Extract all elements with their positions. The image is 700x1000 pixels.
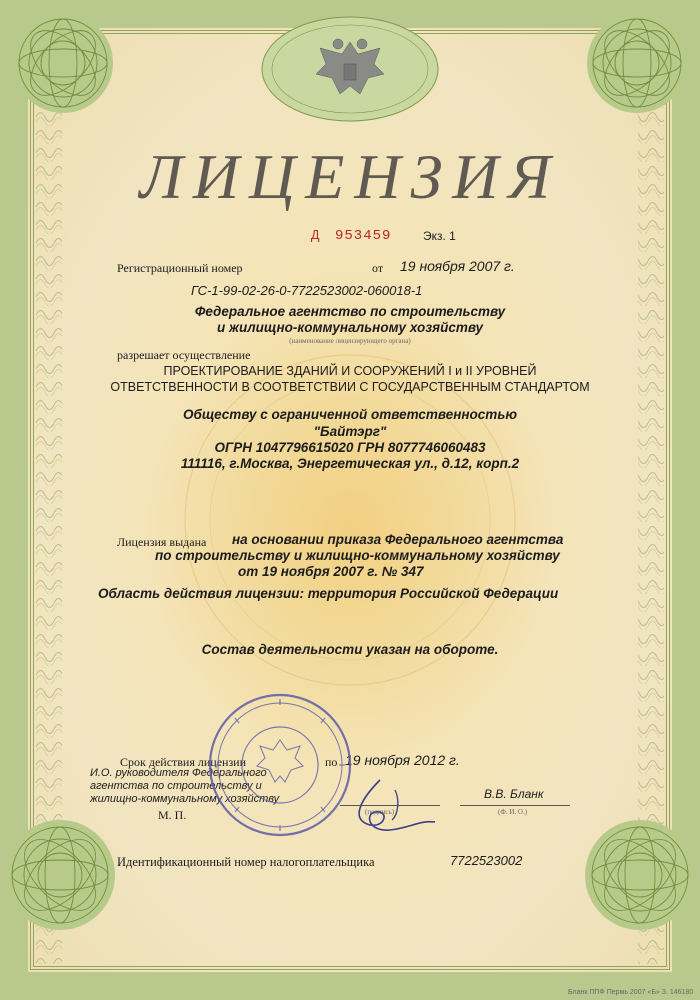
company-address: 111116, г.Москва, Энергетическая ул., д.12, корп.2 xyxy=(180,456,520,471)
printer-note: Бланк ППФ Пермь 2007 «Б» З. 146180 xyxy=(568,989,694,996)
from-label: от xyxy=(372,261,384,275)
inn-label: Идентификационный номер налогоплательщика xyxy=(117,855,375,869)
permits-label: разрешает осуществление xyxy=(117,348,251,362)
agency-caption: (наименование лицензирующего органа) xyxy=(289,337,411,345)
serial-series: Д xyxy=(311,228,320,244)
signature-caption: (подпись) xyxy=(365,808,395,816)
validity-to-label: по xyxy=(325,755,338,769)
serial-number: 953459 xyxy=(335,228,392,244)
issued-label: Лицензия выдана xyxy=(117,535,207,549)
signer-line-2: агентства по строительству и xyxy=(90,780,262,792)
round-seal-icon xyxy=(205,690,355,840)
activity-line-2: ОТВЕТСТВЕННОСТИ В СООТВЕТСТВИИ С ГОСУДАРСТВЕННЫМ СТАНДАРТОМ xyxy=(110,380,590,394)
issue-date: 19 ноября 2007 г. xyxy=(400,258,515,274)
signer-line-3: жилищно-коммунальному хозяйству xyxy=(90,793,280,805)
agency-line-2: и жилищно-коммунальному хозяйству xyxy=(217,320,483,335)
document-title: ЛИЦЕНЗИЯ xyxy=(139,141,561,212)
name-line xyxy=(460,805,570,806)
guilloche-rosette-icon xyxy=(580,815,700,935)
registration-number: ГС-1-99-02-26-0-7722523002-060018-1 xyxy=(191,283,423,298)
inn-value: 7722523002 xyxy=(450,853,523,868)
signer-name: В.В. Бланк xyxy=(484,787,544,801)
validity-label: Срок действия лицензии xyxy=(120,755,247,769)
company-line-1: Обществу с ограниченной ответственностью xyxy=(182,407,518,422)
guilloche-rosette-icon xyxy=(582,8,692,118)
signature-icon xyxy=(340,770,460,840)
company-registration: ОГРН 1047796615020 ГРН 8077746060483 xyxy=(214,440,486,455)
emblem-eagle-icon xyxy=(260,14,440,124)
basis-line-1: на основании приказа Федерального агентства xyxy=(232,532,564,547)
copy-label: Экз. 1 xyxy=(423,229,456,243)
signer-line-1: И.О. руководителя Федерального xyxy=(90,767,267,779)
company-name: "Байтэрг" xyxy=(313,424,387,439)
guilloche-rosette-icon xyxy=(8,8,118,118)
fio-caption: (Ф. И. О.) xyxy=(498,808,528,816)
composition-note: Состав деятельности указан на обороте. xyxy=(201,642,499,657)
validity-date: 19 ноября 2012 г. xyxy=(345,752,460,768)
basis-line-3: от 19 ноября 2007 г. № 347 xyxy=(238,564,424,579)
agency-line-1: Федеральное агентство по строительству xyxy=(194,304,506,319)
guilloche-rosette-icon xyxy=(0,815,120,935)
mp-label: М. П. xyxy=(158,808,187,822)
registration-label: Регистрационный номер xyxy=(117,261,243,275)
basis-line-2: по строительству и жилищно-коммунальному хозяйству xyxy=(155,548,560,563)
license-scope: Область действия лицензии: территория Российской Федерации xyxy=(98,586,559,601)
activity-line-1: ПРОЕКТИРОВАНИЕ ЗДАНИЙ И СООРУЖЕНИЙ I и II УРОВНЕЙ xyxy=(163,364,537,378)
